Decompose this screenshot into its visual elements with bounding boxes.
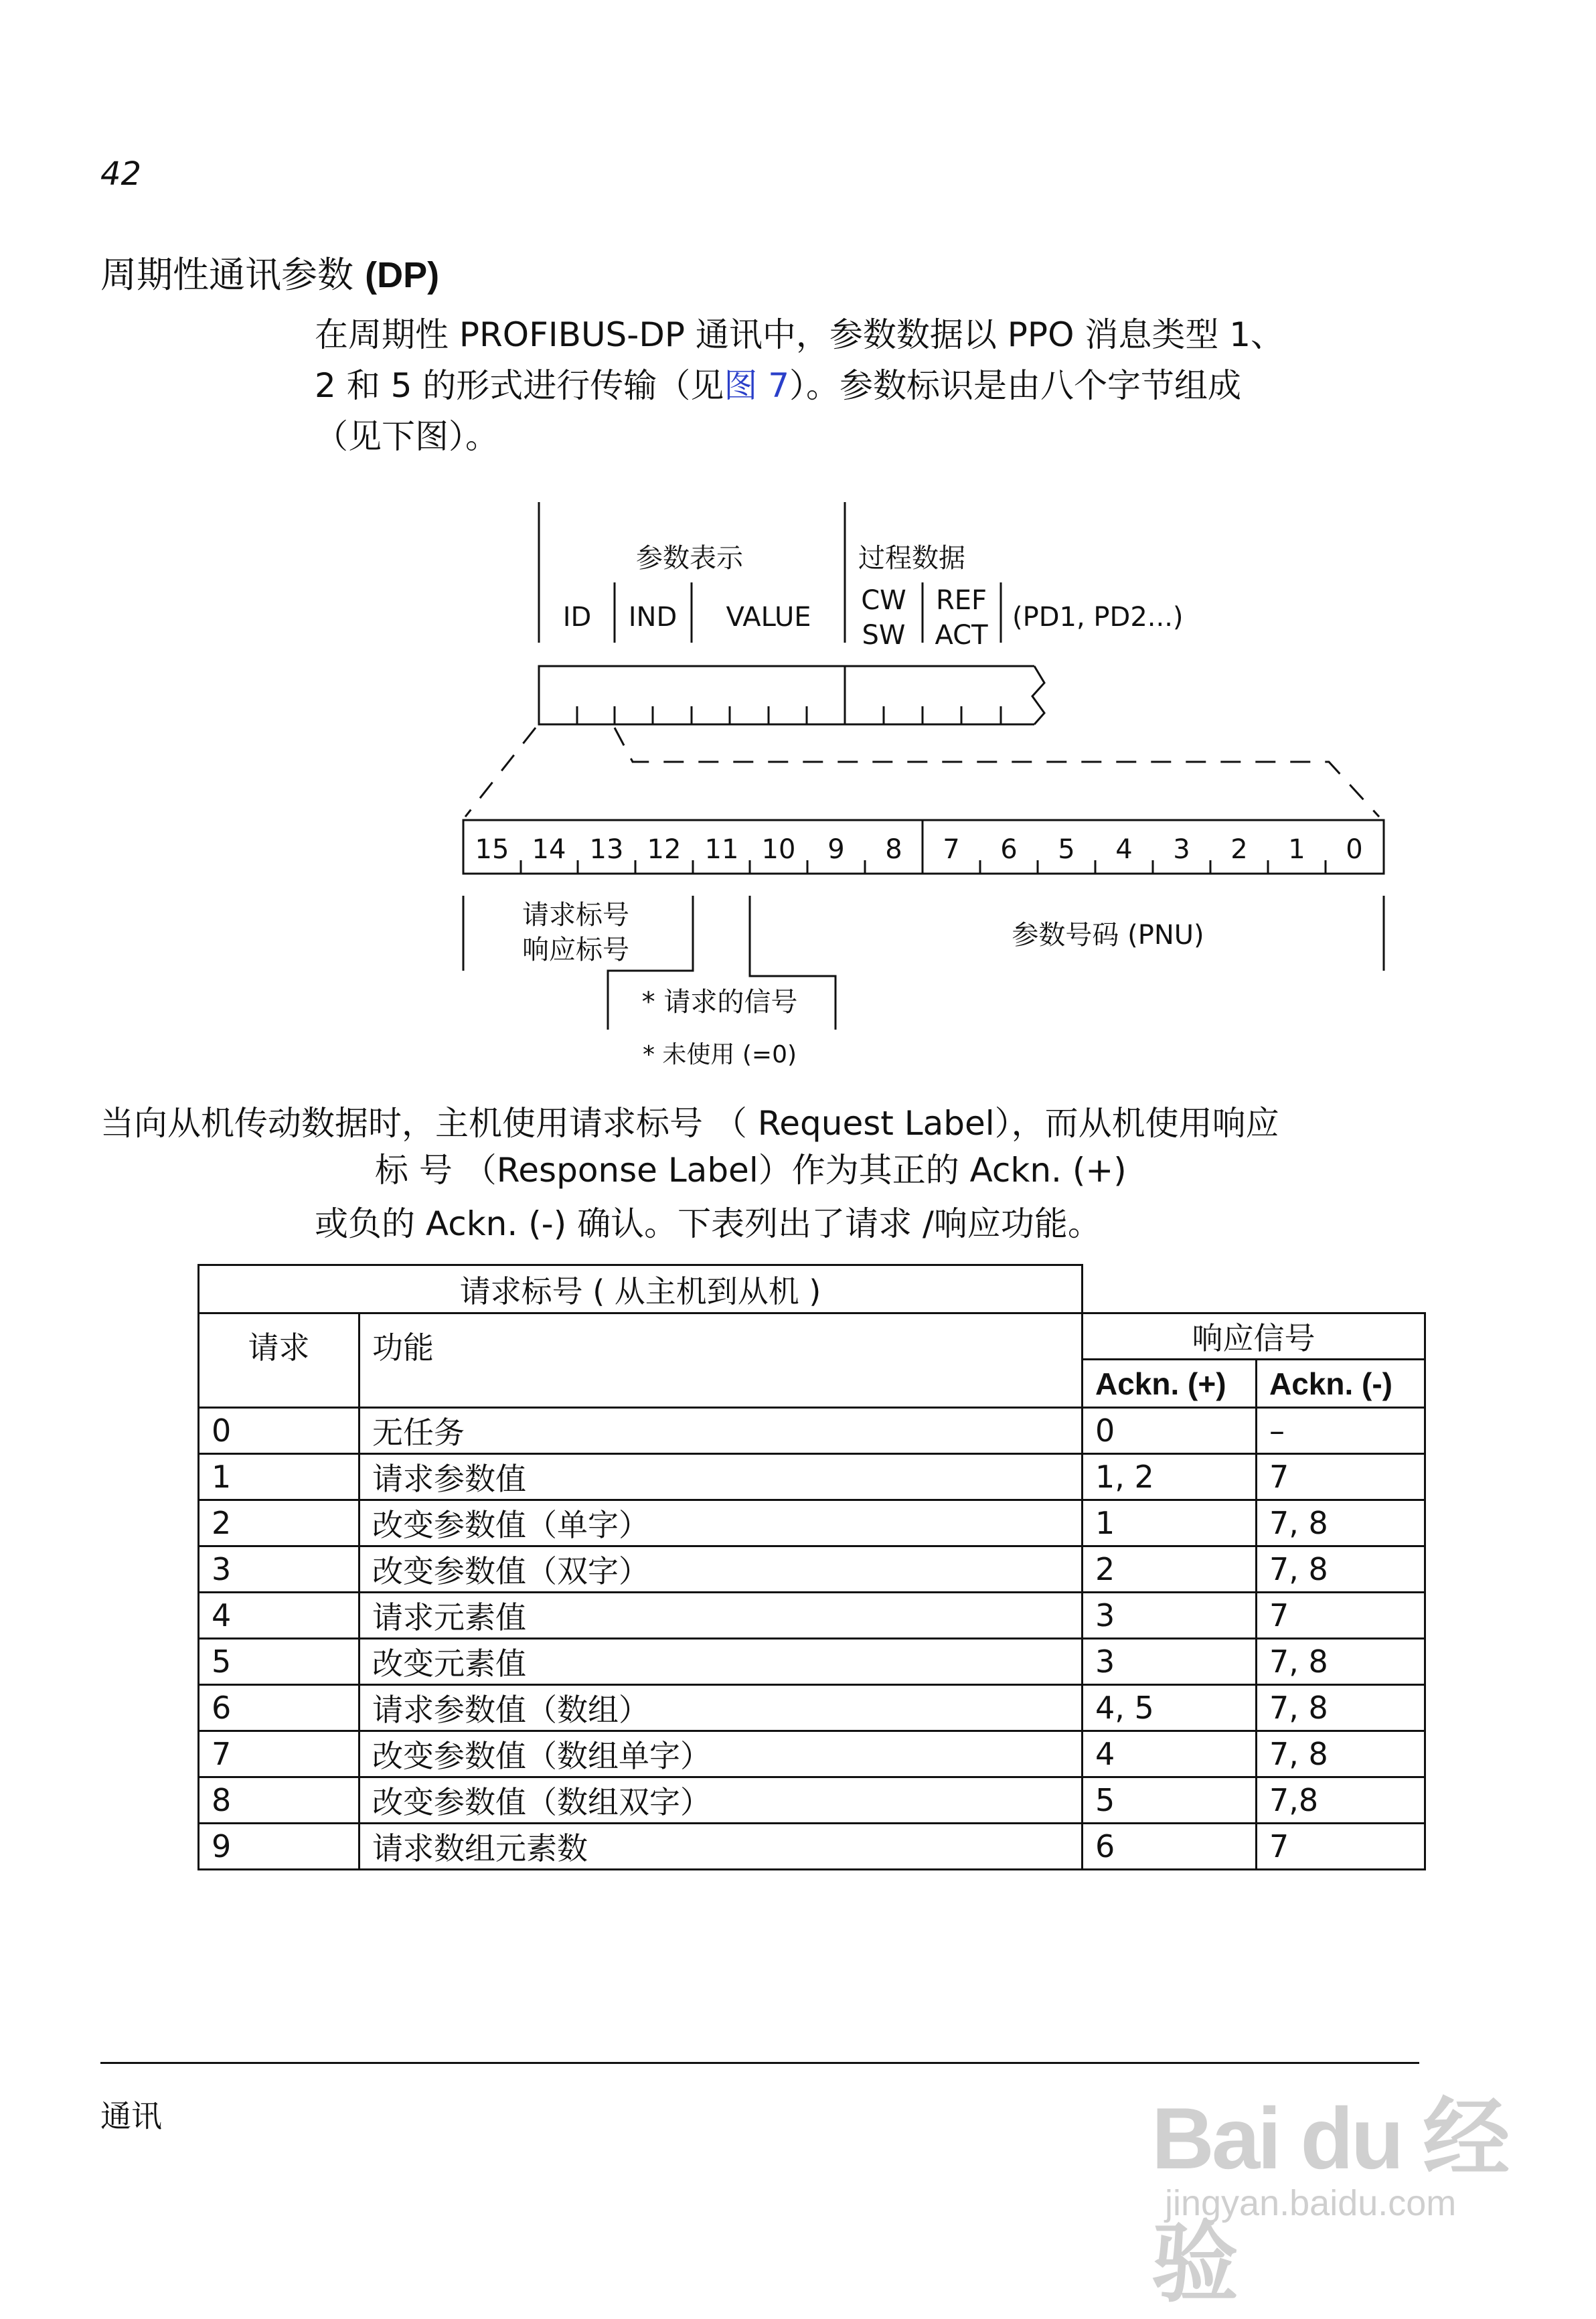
ack-positive-cell: 5 [1083, 1777, 1257, 1824]
ack-positive-cell: 4 [1083, 1731, 1257, 1777]
table-row [199, 1408, 1425, 1454]
bit-7: 7 [943, 834, 960, 865]
unused-label: * 未使用 (=0) [642, 1041, 797, 1068]
request-label-text: 请求标号 [522, 900, 629, 931]
table-row [199, 1731, 1425, 1777]
bit-10: 10 [761, 834, 796, 865]
process-data-label: 过程数据 [858, 543, 965, 574]
figure-7-link[interactable]: 图 7 [724, 366, 790, 405]
bit-12: 12 [647, 834, 682, 865]
pnu-label: 参数号码 (PNU) [1012, 920, 1204, 951]
section-heading [100, 246, 439, 298]
request-code-cell: 1 [199, 1454, 360, 1500]
bit-15: 15 [475, 834, 509, 865]
function-cell: 请求元素值 [360, 1593, 1083, 1639]
bit-14: 14 [532, 834, 566, 865]
pd-label: (PD1, PD2...) [1012, 602, 1184, 633]
bit-3: 3 [1173, 834, 1190, 865]
request-signal-label: * 请求的信号 [641, 987, 798, 1018]
sw-label: SW [862, 620, 906, 651]
table-row [199, 1639, 1425, 1685]
bit-1: 1 [1288, 834, 1305, 865]
ack-positive-cell: 0 [1083, 1408, 1257, 1454]
col-function-header: 功能 [360, 1313, 1083, 1408]
function-cell: 请求参数值（数组） [360, 1685, 1083, 1731]
intro-line-2-pre: 2 和 5 的形式进行传输（见 [315, 366, 724, 405]
bit-8: 8 [885, 834, 902, 865]
response-label-text: 响应标号 [522, 935, 629, 965]
ind-label: IND [628, 602, 677, 633]
table-row [199, 1824, 1425, 1870]
table-row [199, 1546, 1425, 1593]
description-line-2: 标 号 （Response Label）作为其正的 Ackn. (+) [375, 1151, 1127, 1190]
table-row [199, 1500, 1425, 1546]
ack-positive-cell: 1, 2 [1083, 1454, 1257, 1500]
ack-negative-cell: – [1257, 1408, 1425, 1454]
table-row [199, 1685, 1425, 1731]
cw-label: CW [861, 585, 906, 616]
ack-positive-cell: 3 [1083, 1593, 1257, 1639]
ack-positive-cell: 6 [1083, 1824, 1257, 1870]
col-request-header: 请求 [199, 1313, 360, 1408]
request-code-cell: 9 [199, 1824, 360, 1870]
bit-11: 11 [704, 834, 739, 865]
ack-positive-cell: 2 [1083, 1546, 1257, 1593]
ack-negative-cell: 7, 8 [1257, 1500, 1425, 1546]
param-display-label: 参数表示 [636, 543, 743, 574]
baidu-watermark [1138, 2049, 1567, 2312]
function-cell: 改变参数值（双字） [360, 1546, 1083, 1593]
ack-negative-cell: 7, 8 [1257, 1685, 1425, 1731]
bit-0: 0 [1346, 834, 1363, 865]
request-code-cell: 3 [199, 1546, 360, 1593]
watermark-url: jingyan.baidu.com [1165, 2183, 1457, 2223]
ack-negative-header: Ackn. (-) [1257, 1360, 1425, 1408]
intro-line-3: （见下图）。 [315, 417, 499, 456]
ack-negative-cell: 7, 8 [1257, 1731, 1425, 1777]
request-code-cell: 8 [199, 1777, 360, 1824]
heading-bold: (DP) [365, 255, 440, 295]
function-cell: 无任务 [360, 1408, 1083, 1454]
description-line-3: 或负的 Ackn. (-) 确认。下表列出了请求 /响应功能。 [315, 1204, 1101, 1243]
intro-paragraph [315, 309, 1284, 462]
function-cell: 改变参数值（单字） [360, 1500, 1083, 1546]
intro-line-2 [315, 360, 1284, 411]
request-code-cell: 2 [199, 1500, 360, 1546]
function-cell: 改变参数值（数组单字） [360, 1731, 1083, 1777]
bit-13: 13 [589, 834, 624, 865]
ack-negative-cell: 7 [1257, 1454, 1425, 1500]
ack-negative-cell: 7, 8 [1257, 1546, 1425, 1593]
blank-corner [1083, 1265, 1425, 1313]
id-label: ID [562, 602, 592, 633]
ack-negative-cell: 7,8 [1257, 1777, 1425, 1824]
intro-line-1: 在周期性 PROFIBUS-DP 通讯中，参数数据以 PPO 消息类型 1、 [315, 315, 1285, 354]
bit-6: 6 [1000, 834, 1018, 865]
request-label-group-header: 请求标号 ( 从主机到从机 ) [199, 1265, 1083, 1313]
request-code-cell: 0 [199, 1408, 360, 1454]
bit-5: 5 [1058, 834, 1075, 865]
table-row [199, 1777, 1425, 1824]
ack-negative-cell: 7 [1257, 1593, 1425, 1639]
table-row [199, 1454, 1425, 1500]
request-code-cell: 4 [199, 1593, 360, 1639]
watermark-logo: Bai du 经验 [1151, 2089, 1508, 2312]
intro-line-2-post: ）。参数标识是由八个字节组成 [789, 366, 1242, 405]
value-label: VALUE [726, 602, 811, 633]
ack-positive-cell: 1 [1083, 1500, 1257, 1546]
response-signal-header: 响应信号 [1083, 1313, 1425, 1360]
parameter-id-diagram [0, 482, 1596, 1098]
ref-label: REF [935, 585, 987, 616]
description-line-1: 当向从机传动数据时，主机使用请求标号 （ Request Label），而从机使用响应 [100, 1104, 1279, 1143]
ack-positive-cell: 3 [1083, 1639, 1257, 1685]
act-label: ACT [935, 620, 988, 651]
bit-9: 9 [827, 834, 845, 865]
function-cell: 改变参数值（数组双字） [360, 1777, 1083, 1824]
request-code-cell: 5 [199, 1639, 360, 1685]
ack-positive-cell: 4, 5 [1083, 1685, 1257, 1731]
function-cell: 请求参数值 [360, 1454, 1083, 1500]
page-number: 42 [100, 155, 142, 193]
function-cell: 请求数组元素数 [360, 1824, 1083, 1870]
bit-2: 2 [1230, 834, 1248, 865]
ack-negative-cell: 7, 8 [1257, 1639, 1425, 1685]
bit-4: 4 [1115, 834, 1133, 865]
request-response-table [197, 1264, 1426, 1870]
request-code-cell: 6 [199, 1685, 360, 1731]
ack-positive-header: Ackn. (+) [1083, 1360, 1257, 1408]
ack-negative-cell: 7 [1257, 1824, 1425, 1870]
heading-text: 周期性通讯参数 [100, 254, 353, 296]
request-code-cell: 7 [199, 1731, 360, 1777]
table-row [199, 1593, 1425, 1639]
footer-section-title: 通讯 [100, 2098, 162, 2134]
function-cell: 改变元素值 [360, 1639, 1083, 1685]
